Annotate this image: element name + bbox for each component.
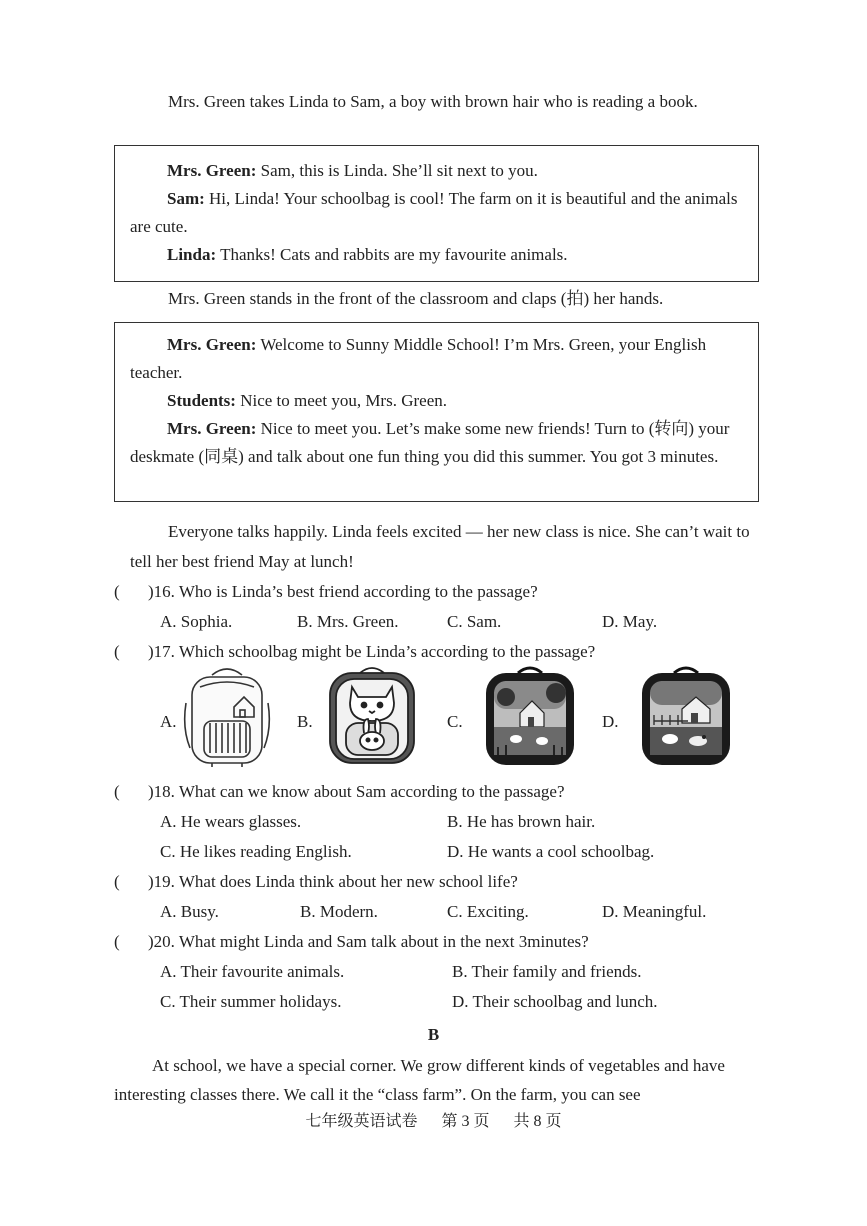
option-d: D. He wants a cool schoolbag.	[447, 842, 655, 861]
question-19	[114, 868, 518, 896]
section-heading: B	[427, 1025, 440, 1044]
speaker-name: Mrs. Green:	[167, 161, 257, 180]
option-a: A. He wears glasses.	[160, 812, 302, 831]
option-a: A.	[160, 712, 177, 731]
section-b-paragraph: At school, we have a special corner. We grow different kinds of vegetables and have interesting classes there. We call it the “class farm”. On the farm, you can see	[114, 1056, 725, 1104]
speaker-name: Mrs. Green:	[167, 419, 257, 438]
dialogue-text: Thanks! Cats and rabbits are my favourite animals.	[216, 245, 568, 264]
page-footer	[0, 1108, 867, 1131]
option-d: D. Meaningful.	[602, 902, 707, 921]
dialogue-line	[115, 415, 758, 471]
dialogue-line	[115, 157, 758, 185]
question-stem: )20. What might Linda and Sam talk about in the next 3minutes?	[148, 932, 589, 951]
backpack-with-cat-and-rabbit-icon	[322, 663, 422, 767]
dialogue-text: Nice to meet you, Mrs. Green.	[235, 391, 447, 410]
dialogue-text: Sam, this is Linda. She’ll sit next to you.	[256, 161, 538, 180]
option-b: B. He has brown hair.	[447, 812, 596, 831]
option-c: C. Exciting.	[447, 902, 529, 921]
question-18	[114, 778, 565, 806]
option-a: A. Sophia.	[160, 612, 233, 631]
speaker-name: Linda:	[167, 245, 217, 264]
option-d: D.	[602, 712, 619, 731]
narration-line: Mrs. Green stands in the front of the classroom and claps (拍) her hands.	[168, 289, 664, 308]
speaker-name: Sam:	[167, 189, 205, 208]
answer-bracket[interactable]: (	[114, 872, 120, 891]
backpack-with-farm-animals-icon	[636, 663, 736, 769]
backpack-with-farm-scene-icon	[480, 663, 580, 769]
dialogue-text: Welcome to Sunny Middle School! I’m Mrs. Green, your English teacher.	[130, 335, 707, 382]
option-b: B.	[297, 712, 313, 731]
question-stem: )17. Which schoolbag might be Linda’s according to the passage?	[148, 642, 596, 661]
option-a: A. Busy.	[160, 902, 219, 921]
answer-bracket[interactable]: (	[114, 932, 120, 951]
speaker-name: Students:	[167, 391, 236, 410]
intro-paragraph: Mrs. Green takes Linda to Sam, a boy with brown hair who is reading a book.	[168, 92, 698, 111]
question-stem: )18. What can we know about Sam according to the passage?	[148, 782, 565, 801]
closing-paragraph: Everyone talks happily. Linda feels excited — her new class is nice. She can’t wait to tell her best friend May at lunch!	[130, 522, 750, 571]
option-b: B. Their family and friends.	[452, 962, 642, 981]
option-b: B. Mrs. Green.	[297, 612, 399, 631]
option-c: C. He likes reading English.	[160, 842, 352, 861]
dialogue-text: Nice to meet you. Let’s make some new friends! Turn to (转向) your deskmate (同桌) and talk about one fun thing you did this summer. You got 3 minutes.	[130, 419, 730, 466]
dialogue-line	[115, 241, 758, 269]
dialogue-line	[115, 331, 758, 387]
page-number: 第 3 页	[441, 1113, 490, 1130]
question-stem: )16. Who is Linda’s best friend according to the passage?	[148, 582, 538, 601]
question-17	[114, 638, 595, 666]
option-a: A. Their favourite animals.	[160, 962, 345, 981]
option-d: D. May.	[602, 612, 658, 631]
dialogue-box-1	[114, 145, 759, 282]
option-c: C. Sam.	[447, 612, 502, 631]
question-16	[114, 578, 538, 606]
option-c: C.	[447, 712, 463, 731]
dialogue-text: Hi, Linda! Your schoolbag is cool! The farm on it is beautiful and the animals are cute.	[130, 189, 738, 236]
total-pages: 共 8 页	[513, 1113, 562, 1130]
backpack-with-house-icon	[182, 663, 272, 767]
question-20	[114, 928, 589, 956]
dialogue-line	[115, 387, 758, 415]
option-c: C. Their summer holidays.	[160, 992, 342, 1011]
answer-bracket[interactable]: (	[114, 642, 120, 661]
dialogue-box-2	[114, 322, 759, 502]
option-b: B. Modern.	[300, 902, 378, 921]
answer-bracket[interactable]: (	[114, 582, 120, 601]
exam-title: 七年级英语试卷	[305, 1113, 418, 1130]
question-stem: )19. What does Linda think about her new school life?	[148, 872, 518, 891]
speaker-name: Mrs. Green:	[167, 335, 257, 354]
dialogue-line	[115, 185, 758, 241]
option-d: D. Their schoolbag and lunch.	[452, 992, 658, 1011]
answer-bracket[interactable]: (	[114, 782, 120, 801]
